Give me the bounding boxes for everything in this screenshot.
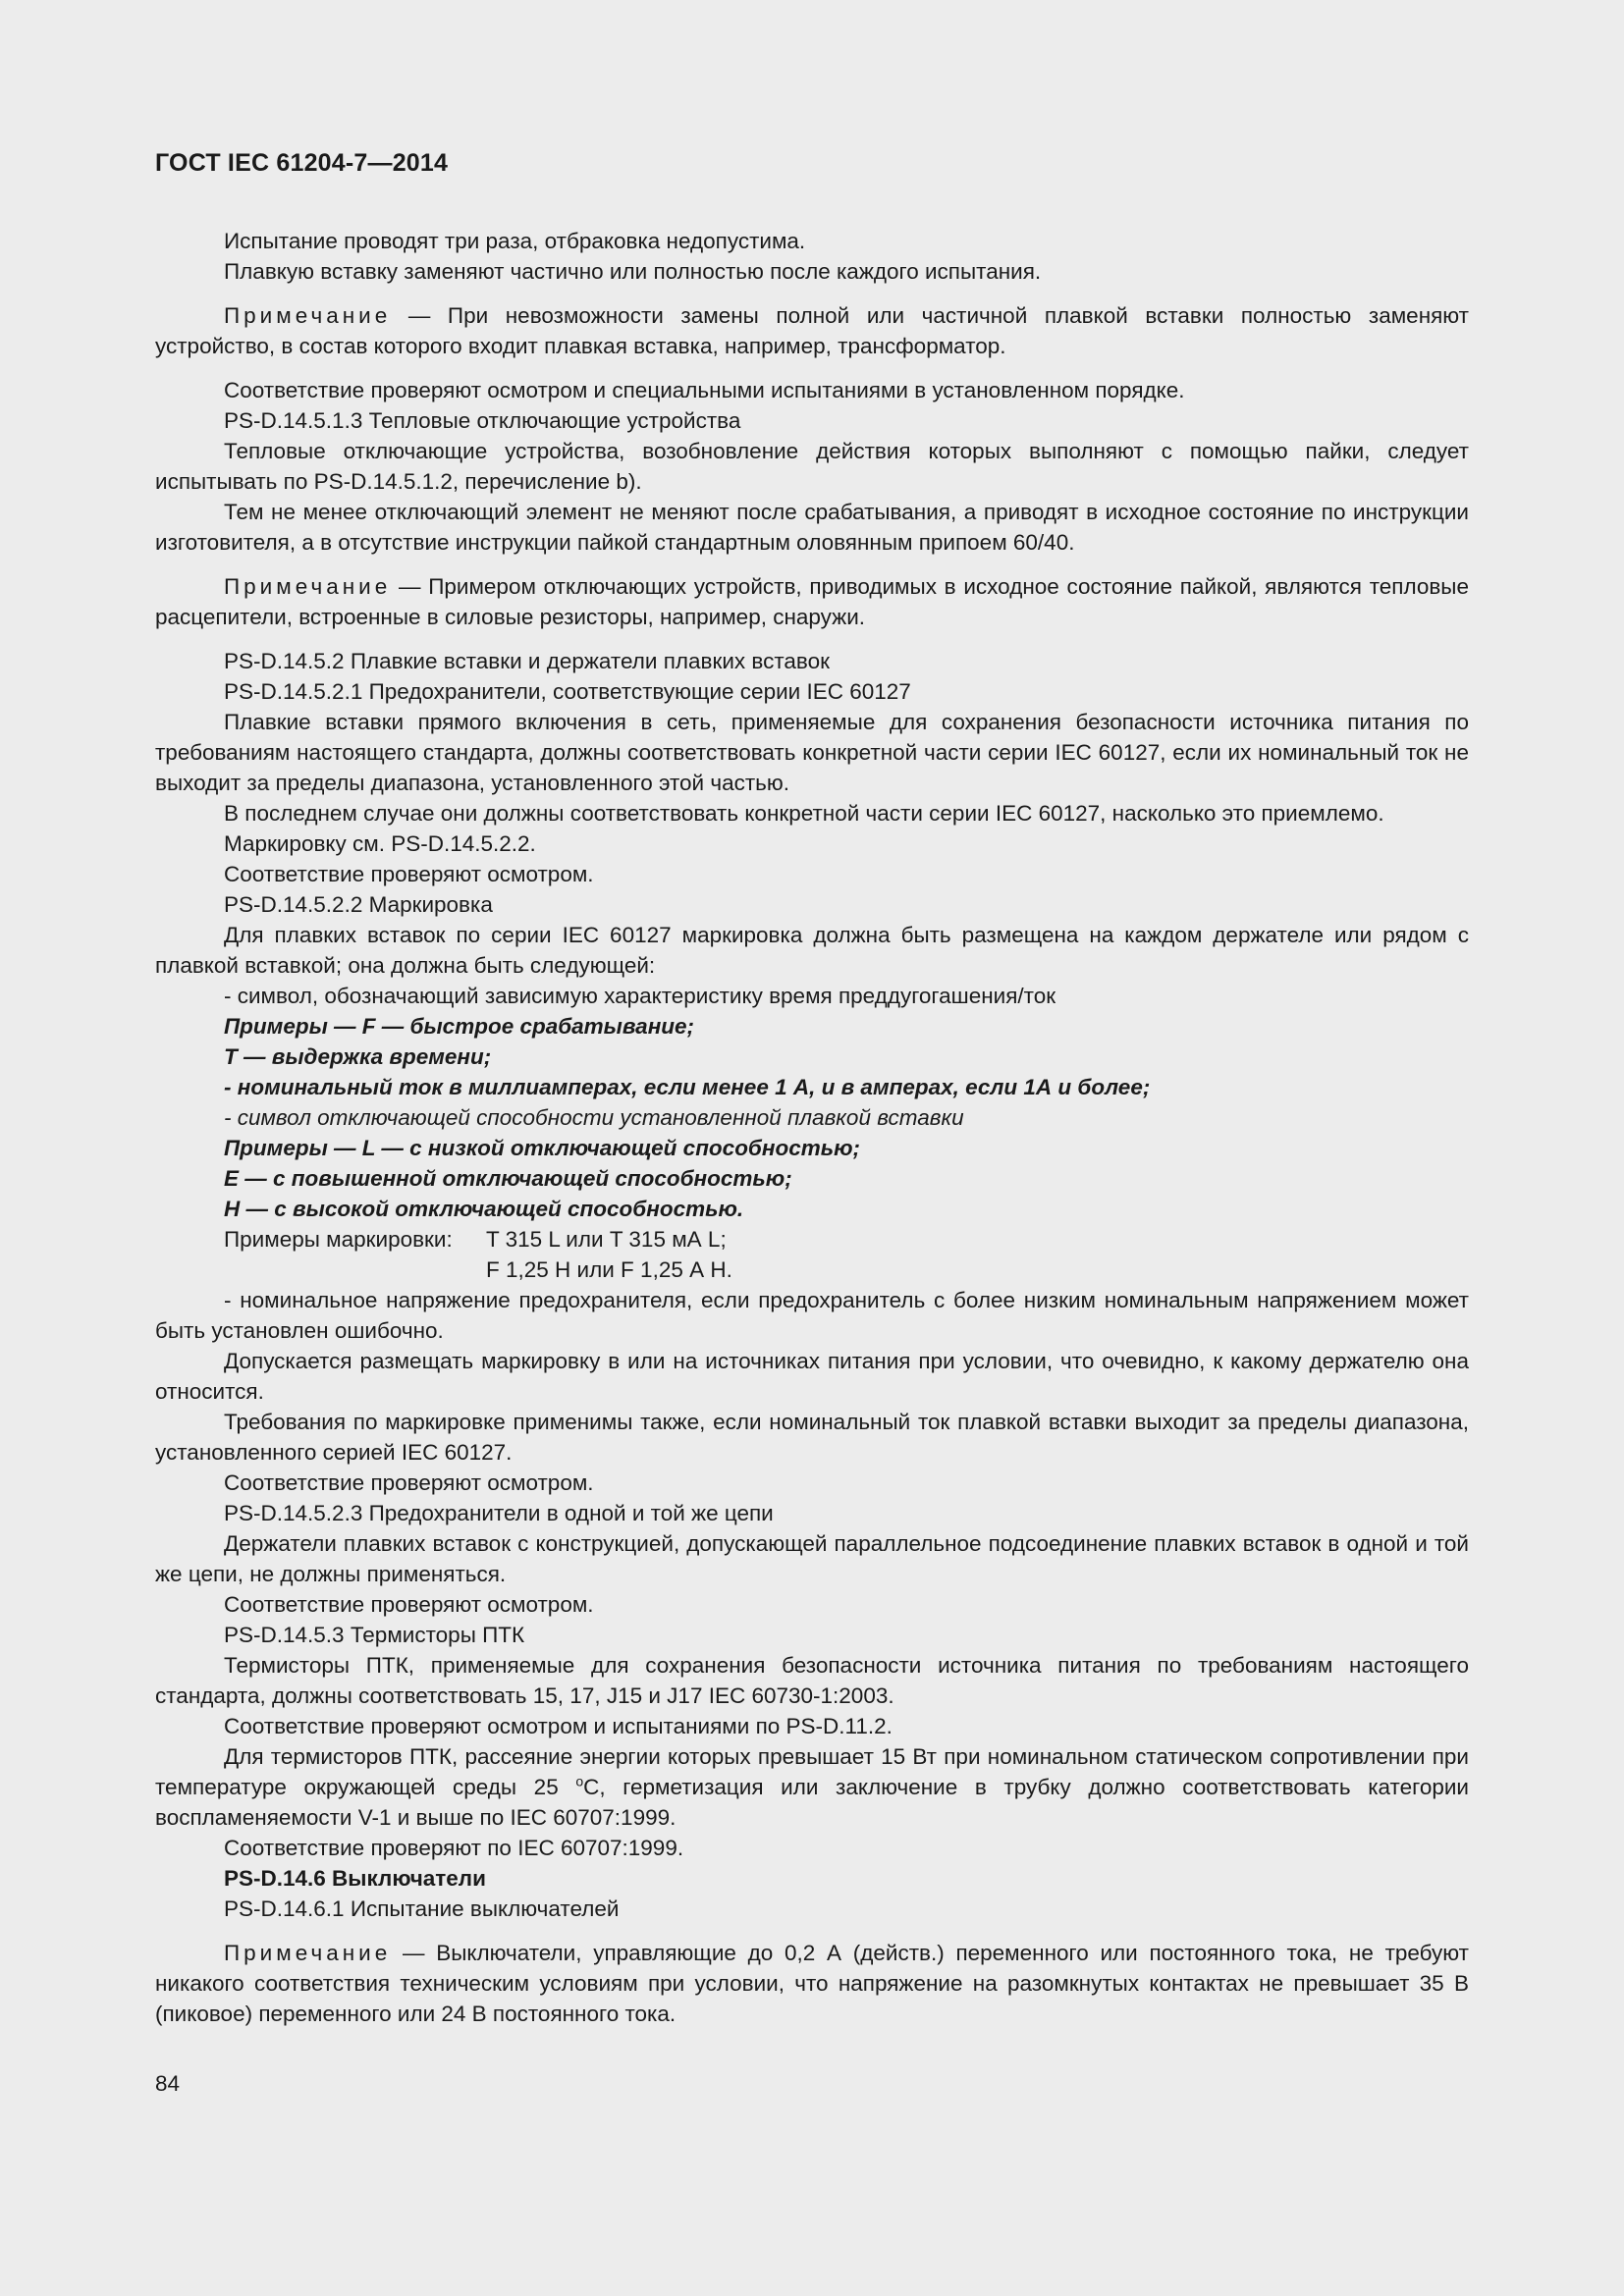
example-line: H — с высокой отключающей способностью. [224,1197,744,1221]
text-fragment: C, герметизация или заключение в трубку должно соответствовать категории воспламеняемости V-1 и выше по IEC 60707:1999. [155,1775,1469,1830]
section-heading: PS-D.14.6 Выключатели [224,1866,486,1891]
section-heading: PS-D.14.5.2.3 Предохранители в одной и той же цепи [224,1501,774,1525]
marking-label-spacer [224,1255,486,1285]
note [155,571,1469,632]
note-text: — При невозможности замены полной или частичной плавкой вставки полностью заменяют устройство, в состав которого входит плавкая вставка, например, трансформатор. [155,303,1469,358]
marking-examples [155,1255,1469,1285]
paragraph: В последнем случае они должны соответствовать конкретной части серии IEC 60127, насколько это приемлемо. [224,801,1384,826]
marking-example: F 1,25 H или F 1,25 А H. [486,1257,732,1282]
paragraph: Термисторы ПТК, применяемые для сохранения безопасности источника питания по требованиям настоящего стандарта, должны соответствовать 15, 17, J15 и J17 IEC 60730-1:2003. [155,1653,1469,1708]
example-line: T — выдержка времени; [224,1044,492,1069]
paragraph: Плавкие вставки прямого включения в сеть, применяемые для сохранения безопасности источника питания по требованиям настоящего стандарта, должны соответствовать конкретной части серии IEC 60127, если их номинальный ток не выходит за пределы диапазона, установленного этой частью. [155,710,1469,795]
paragraph: Соответствие проверяют по IEC 60707:1999. [224,1836,684,1860]
section-heading: PS-D.14.5.2 Плавкие вставки и держатели плавких вставок [224,649,830,673]
page-number: 84 [155,2071,181,2096]
list-item: - номинальный ток в миллиамперах, если менее 1 А, и в амперах, если 1А и более; [224,1075,1151,1099]
paragraph: Соответствие проверяют осмотром. [224,862,594,886]
example-line: Примеры — L — с низкой отключающей способностью; [224,1136,861,1160]
paragraph: Допускается размещать маркировку в или на источниках питания при условии, что очевидно, к какому держателю она относится. [155,1349,1469,1404]
note [155,1938,1469,2029]
section-heading: PS-D.14.6.1 Испытание выключателей [224,1896,620,1921]
superscript: о [575,1773,584,1789]
note-text: — Примером отключающих устройств, приводимых в исходное состояние пайкой, являются тепловые расцепители, встроенные в силовые резисторы, например, снаружи. [155,574,1469,629]
paragraph: Соответствие проверяют осмотром и специальными испытаниями в установленном порядке. [224,378,1185,402]
marking-example: T 315 L или T 315 мА L; [486,1227,727,1252]
paragraph: Соответствие проверяют осмотром. [224,1470,594,1495]
list-item: - символ отключающей способности установленной плавкой вставки [224,1105,964,1130]
paragraph: Плавкую вставку заменяют частично или полностью после каждого испытания. [224,259,1042,284]
paragraph: Соответствие проверяют осмотром и испытаниями по PS-D.11.2. [224,1714,893,1738]
paragraph: Тем не менее отключающий элемент не меняют после срабатывания, а приводят в исходное состояние по инструкции изготовителя, а в отсутствие инструкции пайкой стандартным оловянным припоем 60/40. [155,500,1469,555]
list-item: - номинальное напряжение предохранителя, если предохранитель с более низким номинальным напряжением может быть установлен ошибочно. [155,1288,1469,1343]
paragraph: Для плавких вставок по серии IEC 60127 маркировка должна быть размещена на каждом держателе или рядом с плавкой вставкой; она должна быть следующей: [155,923,1469,978]
paragraph [155,1741,1469,1833]
paragraph: Маркировку см. PS-D.14.5.2.2. [224,831,536,856]
note-text: — Выключатели, управляющие до 0,2 А (действ.) переменного или постоянного тока, не требуют никакого соответствия техническим условиям при условии, что напряжение на разомкнутых контактах не превышает 35 В (пиковое) переменного или 24 В постоянного тока. [155,1941,1469,2026]
text-fragment: Для термисторов ПТК, рассеяние энергии которых превышает 15 Вт при номинальном статическом сопротивлении при температуре окружающей среды 25 [155,1744,1469,1799]
section-heading: PS-D.14.5.2.2 Маркировка [224,892,493,917]
marking-label: Примеры маркировки: [224,1227,453,1252]
marking-examples [155,1224,1469,1255]
note [155,300,1469,361]
section-heading: PS-D.14.5.2.1 Предохранители, соответствующие серии IEC 60127 [224,679,911,704]
section-heading: PS-D.14.5.1.3 Тепловые отключающие устройства [224,408,741,433]
section-heading: PS-D.14.5.3 Термисторы ПТК [224,1623,525,1647]
note-label: Примечание [224,1941,392,1965]
note-label: Примечание [224,574,392,599]
paragraph: Соответствие проверяют осмотром. [224,1592,594,1617]
example-line: Примеры — F — быстрое срабатывание; [224,1014,695,1039]
document-body [155,226,1469,2029]
note-label: Примечание [224,303,392,328]
paragraph: Держатели плавких вставок с конструкцией, допускающей параллельное подсоединение плавких вставок в одной и той же цепи, не должны применяться. [155,1531,1469,1586]
example-line: E — с повышенной отключающей способностью; [224,1166,792,1191]
document-header: ГОСТ IEC 61204-7—2014 [155,149,449,177]
paragraph: Требования по маркировке применимы также, если номинальный ток плавкой вставки выходит за пределы диапазона, установленного серией IEC 60127. [155,1410,1469,1465]
paragraph: Испытание проводят три раза, отбраковка недопустима. [224,229,806,253]
paragraph: Тепловые отключающие устройства, возобновление действия которых выполняют с помощью пайки, следует испытывать по PS-D.14.5.1.2, перечисление b). [155,439,1469,494]
list-item: - символ, обозначающий зависимую характеристику время преддугогашения/ток [224,984,1056,1008]
